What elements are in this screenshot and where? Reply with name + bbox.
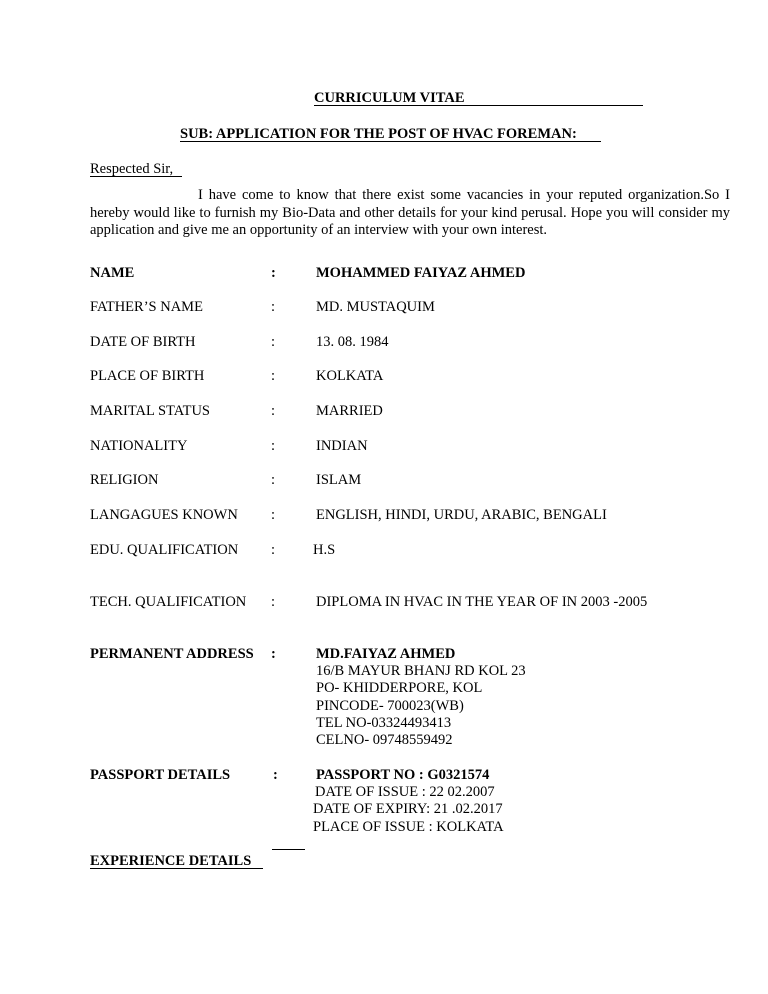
dob-separator: : (271, 334, 276, 350)
edu-value: H.S (313, 542, 336, 558)
address-line-2: PO- KHIDDERPORE, KOL (316, 680, 483, 696)
cv-title-text: CURRICULUM VITAE (314, 90, 465, 106)
edu-separator: : (271, 542, 276, 558)
pob-label: PLACE OF BIRTH (90, 368, 205, 384)
religion-label: RELIGION (90, 472, 159, 488)
passport-label: PASSPORT DETAILS (90, 767, 231, 783)
passport-number: PASSPORT NO : G0321574 (316, 767, 490, 783)
address-name: MD.FAIYAZ AHMED (316, 646, 456, 662)
dob-value: 13. 08. 1984 (316, 334, 389, 350)
pob-value: KOLKATA (316, 368, 384, 384)
marital-separator: : (271, 403, 276, 419)
father-name-label: FATHER’S NAME (90, 299, 203, 315)
religion-value: ISLAM (316, 472, 362, 488)
tech-value: DIPLOMA IN HVAC IN THE YEAR OF IN 2003 -2005 (316, 594, 648, 610)
passport-expiry-date: DATE OF EXPIRY: 21 .02.2017 (313, 801, 503, 817)
address-line-1: 16/B MAYUR BHANJ RD KOL 23 (316, 663, 526, 679)
tech-separator: : (271, 594, 276, 610)
nationality-label: NATIONALITY (90, 438, 188, 454)
address-line-5: CELNO- 09748559492 (316, 732, 453, 748)
marital-value: MARRIED (316, 403, 383, 419)
languages-separator: : (271, 507, 276, 523)
address-line-4: TEL NO-03324493413 (316, 715, 452, 731)
edu-label: EDU. QUALIFICATION (90, 542, 239, 558)
salutation-underline (90, 176, 182, 177)
subject-underline (180, 141, 601, 142)
short-rule (272, 849, 305, 850)
passport-separator: : (273, 767, 278, 783)
passport-issue-date: DATE OF ISSUE : 22 02.2007 (315, 784, 495, 800)
father-name-value: MD. MUSTAQUIM (316, 299, 435, 315)
pob-separator: : (271, 368, 276, 384)
marital-label: MARITAL STATUS (90, 403, 210, 419)
dob-label: DATE OF BIRTH (90, 334, 196, 350)
salutation-text: Respected Sir, (90, 161, 174, 177)
religion-separator: : (271, 472, 276, 488)
nationality-value: INDIAN (316, 438, 368, 454)
experience-heading-text: EXPERIENCE DETAILS (90, 853, 252, 869)
address-separator: : (271, 646, 276, 662)
languages-label: LANGAGUES KNOWN (90, 507, 238, 523)
nationality-separator: : (271, 438, 276, 454)
name-separator: : (271, 265, 276, 281)
intro-paragraph: I have come to know that there exist some vacancies in your reputed organization.So I hereby would like to furnish my Bio-Data and other details for your kind perusal. Hope you will consider my application and give me an opportunity of an interview with your own interest. (90, 187, 730, 238)
address-label: PERMANENT ADDRESS (90, 646, 254, 662)
name-value: MOHAMMED FAIYAZ AHMED (316, 265, 526, 281)
experience-underline (90, 868, 263, 869)
title-underline (314, 105, 643, 106)
languages-value: ENGLISH, HINDI, URDU, ARABIC, BENGALI (316, 507, 607, 523)
tech-label: TECH. QUALIFICATION (90, 594, 247, 610)
subject-text: SUB: APPLICATION FOR THE POST OF HVAC FOREMAN: (180, 126, 577, 142)
father-name-separator: : (271, 299, 276, 315)
address-line-3: PINCODE- 700023(WB) (316, 698, 464, 714)
passport-issue-place: PLACE OF ISSUE : KOLKATA (313, 819, 504, 835)
name-label: NAME (90, 265, 135, 281)
